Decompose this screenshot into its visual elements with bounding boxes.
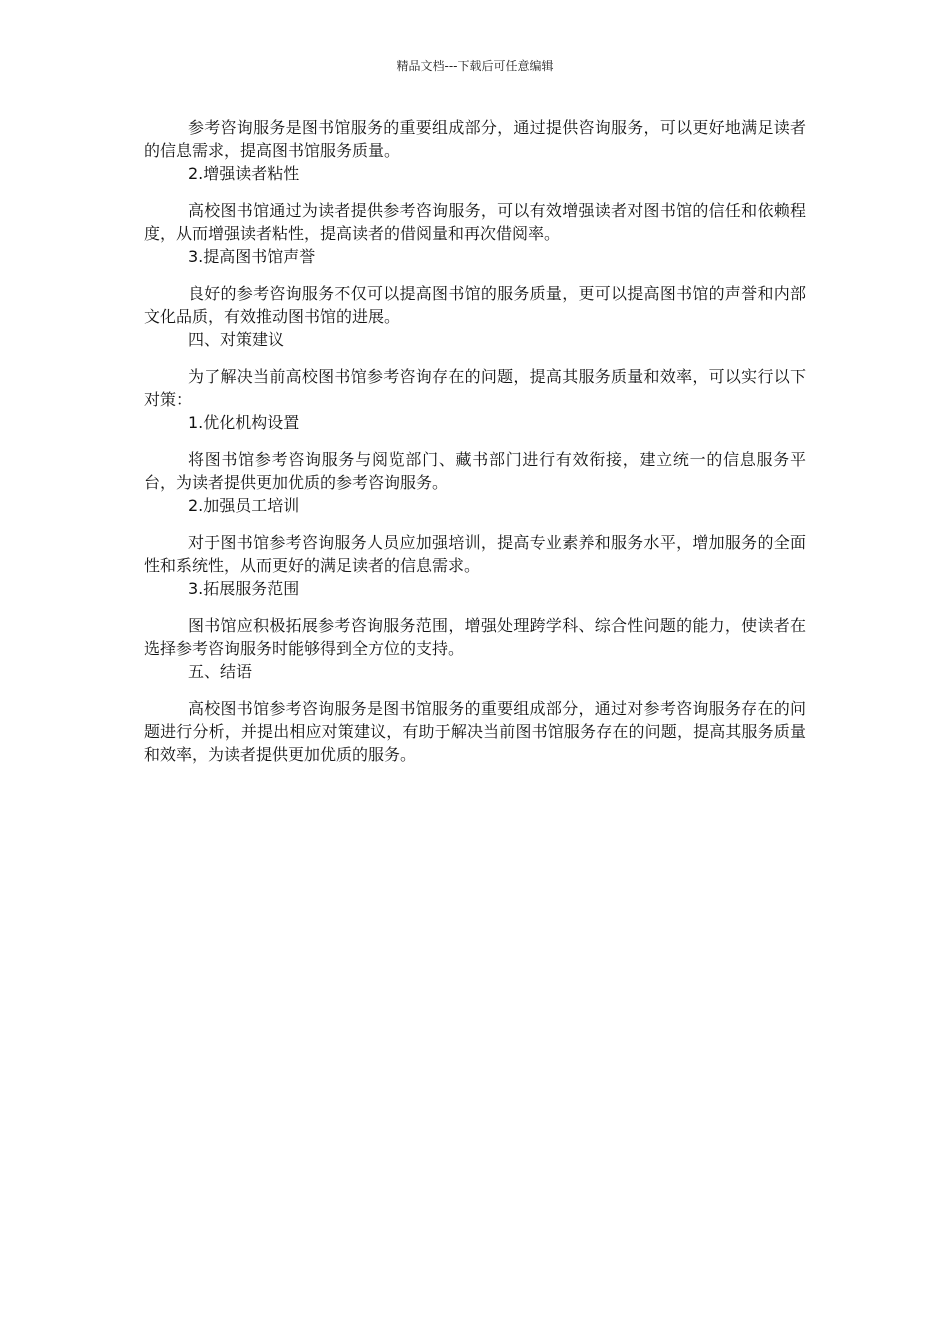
heading-countermeasures: 四、对策建议	[188, 330, 285, 349]
heading-reader-stickiness: 2.增强读者粘性	[188, 164, 300, 183]
paragraph-reader-stickiness: 高校图书馆通过为读者提供参考咨询服务，可以有效增强读者对图书馆的信任和依赖程度，从而增强读者粘性，提高读者的借阅量和再次借阅率。	[144, 201, 806, 243]
paragraph-countermeasures-intro: 为了解决当前高校图书馆参考咨询存在的问题，提高其服务质量和效率，可以实行以下对策：	[144, 367, 806, 409]
heading-library-reputation: 3.提高图书馆声誉	[188, 247, 316, 266]
paragraph-optimize-structure: 将图书馆参考咨询服务与阅览部门、藏书部门进行有效衔接，建立统一的信息服务平台，为读者提供更加优质的参考咨询服务。	[144, 450, 806, 492]
paragraph-service-importance: 参考咨询服务是图书馆服务的重要组成部分，通过提供咨询服务，可以更好地满足读者的信息需求，提高图书馆服务质量。	[144, 118, 806, 160]
heading-optimize-structure: 1.优化机构设置	[188, 413, 300, 432]
paragraph-staff-training: 对于图书馆参考咨询服务人员应加强培训，提高专业素养和服务水平，增加服务的全面性和系统性，从而更好的满足读者的信息需求。	[144, 533, 806, 575]
paragraph-expand-scope: 图书馆应积极拓展参考咨询服务范围，增强处理跨学科、综合性问题的能力，使读者在选择参考咨询服务时能够得到全方位的支持。	[144, 616, 806, 658]
paragraph-conclusion: 高校图书馆参考咨询服务是图书馆服务的重要组成部分，通过对参考咨询服务存在的问题进行分析，并提出相应对策建议，有助于解决当前图书馆服务存在的问题，提高其服务质量和效率，为读者提供更加优质的服务。	[144, 699, 806, 764]
heading-expand-scope: 3.拓展服务范围	[188, 579, 300, 598]
paragraph-library-reputation: 良好的参考咨询服务不仅可以提高图书馆的服务质量，更可以提高图书馆的声誉和内部文化品质，有效推动图书馆的进展。	[144, 284, 806, 326]
heading-conclusion: 五、结语	[188, 662, 253, 681]
page-header: 精品文档---下载后可任意编辑	[396, 59, 554, 73]
heading-staff-training: 2.加强员工培训	[188, 496, 300, 515]
document-body	[144, 116, 806, 766]
